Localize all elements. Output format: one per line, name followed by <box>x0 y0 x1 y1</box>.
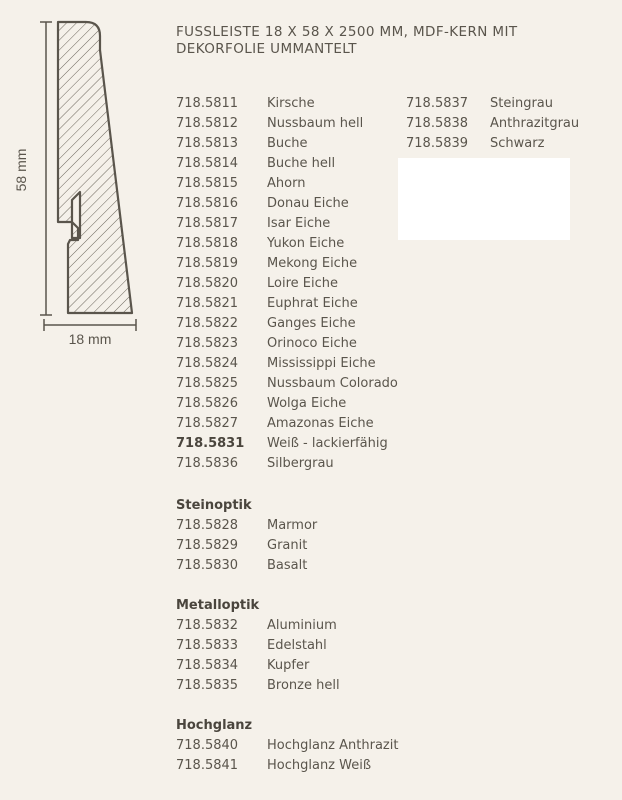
item-name: Mekong Eiche <box>267 256 358 271</box>
height-dimension <box>40 22 52 315</box>
item-name: Basalt <box>267 558 308 573</box>
width-dimension <box>44 319 136 331</box>
item-code: 718.5838 <box>406 116 469 131</box>
profile-diagram <box>0 0 160 360</box>
width-label: 18 mm <box>68 331 112 347</box>
list-item <box>176 234 398 254</box>
item-code: 718.5830 <box>176 558 239 573</box>
list-item <box>176 314 398 334</box>
section-title: Steinoptik <box>176 498 252 513</box>
item-code: 718.5820 <box>176 276 239 291</box>
list-item <box>176 616 398 636</box>
item-code: 718.5822 <box>176 316 239 331</box>
list-item <box>176 134 398 154</box>
item-code: 718.5836 <box>176 456 239 471</box>
height-label: 58 mm <box>13 148 29 192</box>
list-item <box>406 114 579 134</box>
blank-panel <box>398 158 570 240</box>
item-name: Weiß - lackierfähig <box>267 436 388 451</box>
item-code: 718.5826 <box>176 396 239 411</box>
item-code: 718.5821 <box>176 296 239 311</box>
item-code: 718.5833 <box>176 638 239 653</box>
list-item <box>176 636 398 656</box>
item-name: Hochglanz Weiß <box>267 758 372 773</box>
item-name: Donau Eiche <box>267 196 349 211</box>
item-code: 718.5818 <box>176 236 239 251</box>
list-item <box>176 394 398 414</box>
list-item <box>176 114 398 134</box>
list-item <box>176 434 398 454</box>
item-code: 718.5839 <box>406 136 469 151</box>
item-code: 718.5832 <box>176 618 239 633</box>
item-name: Yukon Eiche <box>267 236 345 251</box>
item-name: Kupfer <box>267 658 310 673</box>
item-code: 718.5841 <box>176 758 239 773</box>
list-item <box>176 556 398 576</box>
item-name: Aluminium <box>267 618 337 633</box>
item-name: Wolga Eiche <box>267 396 347 411</box>
item-name: Schwarz <box>490 136 545 151</box>
item-code: 718.5828 <box>176 518 239 533</box>
item-name: Bronze hell <box>267 678 340 693</box>
list-item <box>176 154 398 174</box>
list-item <box>176 454 398 474</box>
item-name: Euphrat Eiche <box>267 296 358 311</box>
list-item <box>176 274 398 294</box>
item-name: Buche <box>267 136 308 151</box>
title-line-2: DEKORFOLIE UMMANTELT <box>176 41 357 57</box>
item-code: 718.5814 <box>176 156 239 171</box>
list-item <box>176 174 398 194</box>
section-title: Metalloptik <box>176 598 260 613</box>
item-name: Buche hell <box>267 156 336 171</box>
item-name: Hochglanz Anthrazit <box>267 738 399 753</box>
item-code: 718.5840 <box>176 738 239 753</box>
list-item <box>176 214 398 234</box>
item-name: Granit <box>267 538 308 553</box>
list-item <box>176 756 398 776</box>
item-code: 718.5827 <box>176 416 239 431</box>
list-item <box>406 134 579 154</box>
item-name: Kirsche <box>267 96 315 111</box>
section-title: Hochglanz <box>176 718 253 733</box>
item-name: Ganges Eiche <box>267 316 356 331</box>
item-name: Edelstahl <box>267 638 327 653</box>
item-name: Ahorn <box>267 176 306 191</box>
item-code: 718.5813 <box>176 136 239 151</box>
list-item <box>176 414 398 434</box>
item-code: 718.5831 <box>176 436 245 451</box>
list-item <box>176 536 398 556</box>
item-code: 718.5819 <box>176 256 239 271</box>
item-code: 718.5834 <box>176 658 239 673</box>
item-code: 718.5815 <box>176 176 239 191</box>
item-name: Nussbaum Colorado <box>267 376 398 391</box>
item-code: 718.5811 <box>176 96 239 111</box>
item-code: 718.5817 <box>176 216 239 231</box>
color-list-continued <box>406 94 579 154</box>
item-name: Amazonas Eiche <box>267 416 374 431</box>
item-code: 718.5823 <box>176 336 239 351</box>
list-item <box>176 254 398 274</box>
item-name: Mississippi Eiche <box>267 356 376 371</box>
product-title <box>176 24 596 58</box>
item-name: Loire Eiche <box>267 276 338 291</box>
item-name: Marmor <box>267 518 318 533</box>
color-list <box>176 94 398 474</box>
item-name: Nussbaum hell <box>267 116 364 131</box>
item-code: 718.5816 <box>176 196 239 211</box>
material-sections <box>176 476 398 776</box>
title-line-1: FUSSLEISTE 18 X 58 X 2500 MM, MDF-KERN MIT <box>176 24 518 40</box>
list-item <box>176 354 398 374</box>
list-item <box>406 94 579 114</box>
item-code: 718.5824 <box>176 356 239 371</box>
list-item <box>176 374 398 394</box>
list-item <box>176 334 398 354</box>
item-name: Anthrazitgrau <box>490 116 580 131</box>
list-item <box>176 656 398 676</box>
list-item <box>176 676 398 696</box>
item-code: 718.5837 <box>406 96 469 111</box>
item-code: 718.5829 <box>176 538 239 553</box>
item-code: 718.5812 <box>176 116 239 131</box>
baseboard-profile <box>58 22 132 313</box>
item-name: Steingrau <box>490 96 554 111</box>
item-name: Orinoco Eiche <box>267 336 357 351</box>
item-code: 718.5825 <box>176 376 239 391</box>
item-code: 718.5835 <box>176 678 239 693</box>
list-item <box>176 194 398 214</box>
list-item <box>176 736 398 756</box>
list-item <box>176 516 398 536</box>
item-name: Isar Eiche <box>267 216 331 231</box>
item-name: Silbergrau <box>267 456 334 471</box>
list-item <box>176 294 398 314</box>
list-item <box>176 94 398 114</box>
